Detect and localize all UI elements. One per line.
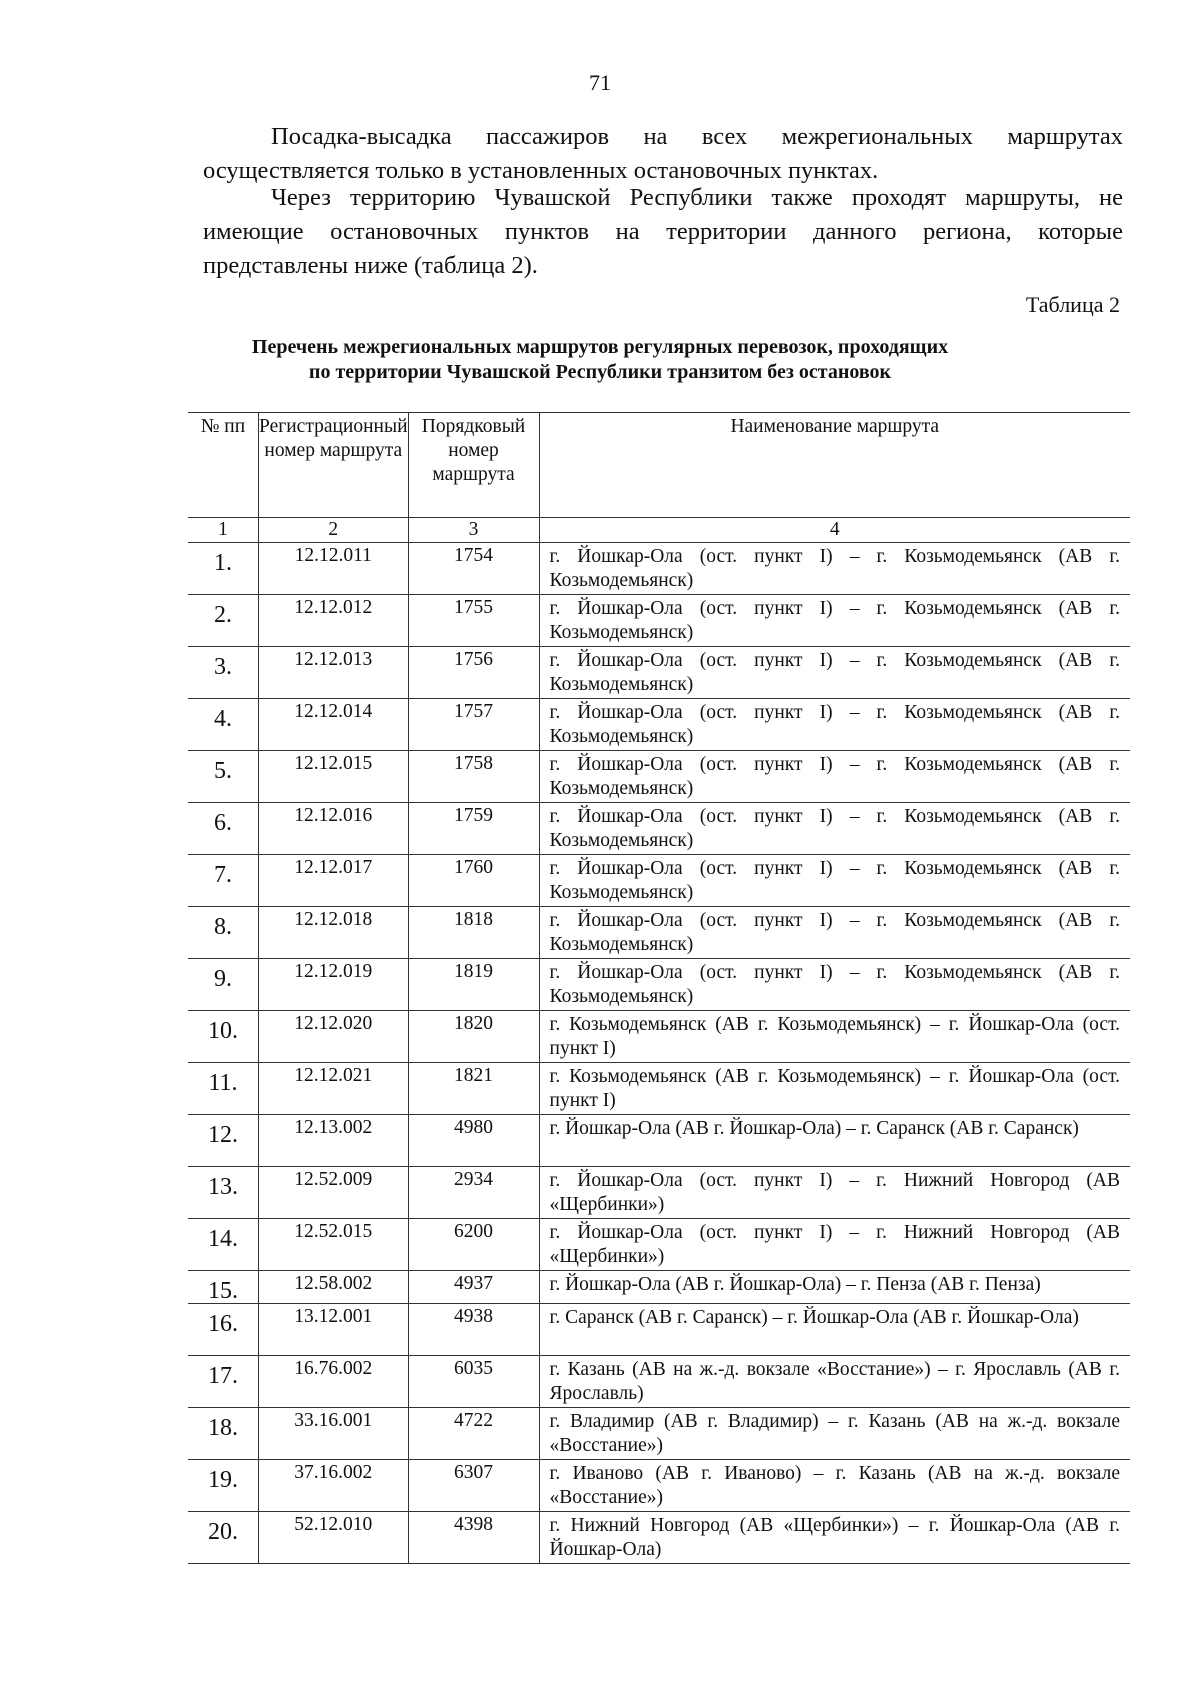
row-index: 19. — [188, 1460, 259, 1512]
row-index: 14. — [188, 1219, 259, 1271]
route-name: г. Йошкар-Ола (ост. пункт I) – г. Козьмодемьянск (АВ г. Козьмодемьянск) — [539, 907, 1130, 959]
table-title — [0, 335, 1200, 385]
order-number: 6200 — [408, 1219, 539, 1271]
order-number: 1821 — [408, 1063, 539, 1115]
row-index: 2. — [188, 595, 259, 647]
row-index: 16. — [188, 1304, 259, 1356]
registration-number: 37.16.002 — [259, 1460, 409, 1512]
row-index: 7. — [188, 855, 259, 907]
registration-number: 12.12.013 — [259, 647, 409, 699]
route-name: г. Йошкар-Ола (ост. пункт I) – г. Козьмодемьянск (АВ г. Козьмодемьянск) — [539, 855, 1130, 907]
row-index: 13. — [188, 1167, 259, 1219]
table-row — [188, 1304, 1130, 1356]
registration-number: 12.12.018 — [259, 907, 409, 959]
routes-table — [188, 412, 1130, 1564]
registration-number: 12.12.017 — [259, 855, 409, 907]
table-row — [188, 1011, 1130, 1063]
table-row — [188, 1167, 1130, 1219]
registration-number: 12.52.015 — [259, 1219, 409, 1271]
table-title-line2: по территории Чувашской Республики транзитом без остановок — [308, 361, 892, 383]
table-header-row — [188, 413, 1130, 518]
order-number: 1755 — [408, 595, 539, 647]
paragraph-boarding: Посадка-высадка пассажиров на всех межрегиональных маршрутах осуществляется только в установленных остановочных пунктах. — [203, 123, 1123, 184]
registration-number: 12.12.011 — [259, 543, 409, 595]
registration-number: 12.12.019 — [259, 959, 409, 1011]
registration-number: 12.58.002 — [259, 1271, 409, 1304]
table-body — [188, 543, 1130, 1564]
order-number: 1819 — [408, 959, 539, 1011]
column-number: 4 — [539, 518, 1130, 543]
header-index: № пп — [188, 413, 259, 518]
order-number: 1759 — [408, 803, 539, 855]
order-number: 2934 — [408, 1167, 539, 1219]
registration-number: 12.12.012 — [259, 595, 409, 647]
order-number: 1754 — [408, 543, 539, 595]
order-number: 1758 — [408, 751, 539, 803]
header-order-number: Порядковый номер маршрута — [408, 413, 539, 518]
order-number: 1820 — [408, 1011, 539, 1063]
route-name: г. Козьмодемьянск (АВ г. Козьмодемьянск) – г. Йошкар-Ола (ост. пункт I) — [539, 1011, 1130, 1063]
registration-number: 12.52.009 — [259, 1167, 409, 1219]
table-row — [188, 1460, 1130, 1512]
table-row — [188, 959, 1130, 1011]
row-index: 12. — [188, 1115, 259, 1167]
registration-number: 12.12.020 — [259, 1011, 409, 1063]
paragraph-transit: Через территорию Чувашской Республики также проходят маршруты, не имеющие остановочных пунктов на территории данного региона, которые представлены ниже (таблица 2). — [203, 184, 1123, 279]
table-row — [188, 1271, 1130, 1304]
route-name: г. Йошкар-Ола (ост. пункт I) – г. Нижний Новгород (АВ «Щербинки») — [539, 1167, 1130, 1219]
order-number: 1756 — [408, 647, 539, 699]
route-name: г. Йошкар-Ола (АВ г. Йошкар-Ола) – г. Саранск (АВ г. Саранск) — [539, 1115, 1130, 1167]
route-name: г. Йошкар-Ола (ост. пункт I) – г. Нижний Новгород (АВ «Щербинки») — [539, 1219, 1130, 1271]
table-row — [188, 1356, 1130, 1408]
column-number: 1 — [188, 518, 259, 543]
row-index: 10. — [188, 1011, 259, 1063]
route-name: г. Казань (АВ на ж.-д. вокзале «Восстание») – г. Ярославль (АВ г. Ярославль) — [539, 1356, 1130, 1408]
row-index: 17. — [188, 1356, 259, 1408]
table-row — [188, 699, 1130, 751]
order-number: 4980 — [408, 1115, 539, 1167]
row-index: 3. — [188, 647, 259, 699]
order-number: 4938 — [408, 1304, 539, 1356]
table-row — [188, 907, 1130, 959]
table-column-numbers-row — [188, 518, 1130, 543]
header-registration-number: Регистрационный номер маршрута — [259, 413, 409, 518]
registration-number: 16.76.002 — [259, 1356, 409, 1408]
column-number: 3 — [408, 518, 539, 543]
page-number: 71 — [589, 70, 611, 95]
order-number: 4722 — [408, 1408, 539, 1460]
table-row — [188, 803, 1130, 855]
route-name: г. Йошкар-Ола (ост. пункт I) – г. Козьмодемьянск (АВ г. Козьмодемьянск) — [539, 595, 1130, 647]
order-number: 1818 — [408, 907, 539, 959]
table-row — [188, 1063, 1130, 1115]
column-number: 2 — [259, 518, 409, 543]
route-name: г. Йошкар-Ола (ост. пункт I) – г. Козьмодемьянск (АВ г. Козьмодемьянск) — [539, 959, 1130, 1011]
row-index: 15. — [188, 1271, 259, 1304]
route-name: г. Козьмодемьянск (АВ г. Козьмодемьянск) – г. Йошкар-Ола (ост. пункт I) — [539, 1063, 1130, 1115]
table-row — [188, 1512, 1130, 1564]
registration-number: 12.13.002 — [259, 1115, 409, 1167]
registration-number: 12.12.014 — [259, 699, 409, 751]
table-row — [188, 543, 1130, 595]
table-row — [188, 1219, 1130, 1271]
header-route-name: Наименование маршрута — [539, 413, 1130, 518]
order-number: 1760 — [408, 855, 539, 907]
route-name: г. Нижний Новгород (АВ «Щербинки») – г. Йошкар-Ола (АВ г. Йошкар-Ола) — [539, 1512, 1130, 1564]
row-index: 5. — [188, 751, 259, 803]
route-name: г. Йошкар-Ола (ост. пункт I) – г. Козьмодемьянск (АВ г. Козьмодемьянск) — [539, 803, 1130, 855]
registration-number: 12.12.021 — [259, 1063, 409, 1115]
registration-number: 12.12.016 — [259, 803, 409, 855]
route-name: г. Йошкар-Ола (ост. пункт I) – г. Козьмодемьянск (АВ г. Козьмодемьянск) — [539, 751, 1130, 803]
row-index: 18. — [188, 1408, 259, 1460]
order-number: 4398 — [408, 1512, 539, 1564]
table-caption: Таблица 2 — [1025, 292, 1120, 317]
row-index: 4. — [188, 699, 259, 751]
table-row — [188, 751, 1130, 803]
row-index: 9. — [188, 959, 259, 1011]
registration-number: 13.12.001 — [259, 1304, 409, 1356]
row-index: 11. — [188, 1063, 259, 1115]
order-number: 6307 — [408, 1460, 539, 1512]
table-row — [188, 1115, 1130, 1167]
route-name: г. Йошкар-Ола (ост. пункт I) – г. Козьмодемьянск (АВ г. Козьмодемьянск) — [539, 543, 1130, 595]
row-index: 20. — [188, 1512, 259, 1564]
table-row — [188, 1408, 1130, 1460]
route-name: г. Владимир (АВ г. Владимир) – г. Казань (АВ на ж.-д. вокзале «Восстание») — [539, 1408, 1130, 1460]
order-number: 1757 — [408, 699, 539, 751]
order-number: 6035 — [408, 1356, 539, 1408]
route-name: г. Йошкар-Ола (ост. пункт I) – г. Козьмодемьянск (АВ г. Козьмодемьянск) — [539, 647, 1130, 699]
table-row — [188, 647, 1130, 699]
row-index: 6. — [188, 803, 259, 855]
route-name: г. Йошкар-Ола (АВ г. Йошкар-Ола) – г. Пенза (АВ г. Пенза) — [539, 1271, 1130, 1304]
table-row — [188, 595, 1130, 647]
registration-number: 12.12.015 — [259, 751, 409, 803]
registration-number: 33.16.001 — [259, 1408, 409, 1460]
row-index: 1. — [188, 543, 259, 595]
row-index: 8. — [188, 907, 259, 959]
route-name: г. Йошкар-Ола (ост. пункт I) – г. Козьмодемьянск (АВ г. Козьмодемьянск) — [539, 699, 1130, 751]
table-row — [188, 855, 1130, 907]
registration-number: 52.12.010 — [259, 1512, 409, 1564]
table-title-line1: Перечень межрегиональных маршрутов регулярных перевозок, проходящих — [251, 336, 949, 358]
route-name: г. Саранск (АВ г. Саранск) – г. Йошкар-Ола (АВ г. Йошкар-Ола) — [539, 1304, 1130, 1356]
route-name: г. Иваново (АВ г. Иваново) – г. Казань (АВ на ж.-д. вокзале «Восстание») — [539, 1460, 1130, 1512]
order-number: 4937 — [408, 1271, 539, 1304]
